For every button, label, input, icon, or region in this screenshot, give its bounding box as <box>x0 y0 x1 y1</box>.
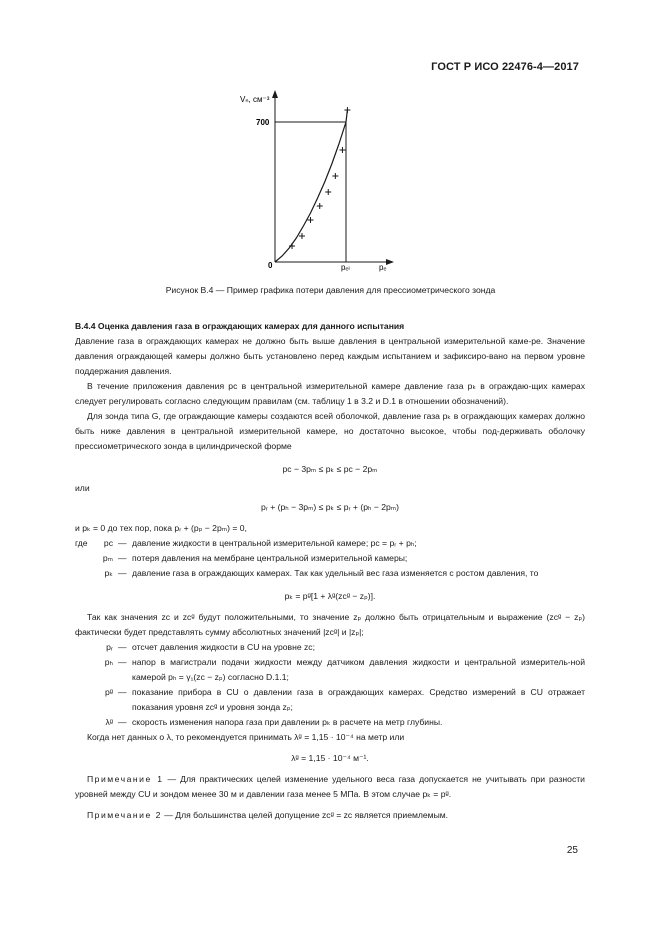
definition-dash: — <box>118 687 127 697</box>
definition-symbol: λᵍ <box>105 717 113 727</box>
paragraph-1: Давление газа в ограждающих камерах не должно быть выше давления в центральной измерительной каме-ре. Значение давления ограждающей камеры должно быть установлено перед каждым испытанием и зафиксиро-вано на первом уровне поддержания давления. <box>75 336 585 376</box>
x-axis-arrow <box>386 259 394 265</box>
equation-3: pₖ = pᵍ[1 + λᵍ(zᴄᵍ − zₚ)]. <box>284 591 376 601</box>
definition-row <box>75 536 585 551</box>
origin-label: 0 <box>268 261 273 270</box>
definition-row <box>75 566 585 581</box>
definition-row <box>75 551 585 566</box>
paragraph-2: В течение приложения давления pᴄ в центральной измерительной камере давление газа pₖ в ограждаю-щих камерах следует регулировать согласно следующим правилам (см. таблицу 1 в 3.2 и D.1 в отношении обозначений). <box>75 381 585 406</box>
data-markers <box>289 107 350 249</box>
figure-caption: Рисунок В.4 — Пример графика потери давления для прессиометрического зонда <box>165 285 496 295</box>
note-1-text: — Для практических целей изменение удельного веса газа допускается не учитывать при разности уровней между CU и зондом менее 30 м и давлении газа менее 5 МПа. В этом случае pₖ = pᵍ. <box>75 774 585 799</box>
definition-symbol: pₘ <box>102 553 113 563</box>
definition-text: давление жидкости в центральной измерительной камере; pᴄ = pᵣ + pₕ; <box>132 538 417 548</box>
equation-2: pᵣ + (pₕ − 3pₘ) ≤ pₖ ≤ pᵣ + (pₕ − 2pₘ) <box>260 502 400 512</box>
data-marker <box>299 233 305 239</box>
paragraph-3: Для зонда типа G, где ограждающие камеры создаются всей оболочкой, давление газа pₖ в ограждающих камерах должно быть ниже давления в центральной измерительной камере, но достаточно высокое, чтобы под-держивать оболочку прессиометрического зонда в цилиндрической форме <box>75 411 585 451</box>
x-axis-label: pₑ <box>379 263 387 272</box>
note-1 <box>75 772 585 802</box>
equation-1: pᴄ − 3pₘ ≤ pₖ ≤ pᴄ − 2pₘ <box>282 464 378 474</box>
data-marker <box>339 147 345 153</box>
definition-text: отсчет давления жидкости в CU на уровне zᴄ; <box>132 642 315 652</box>
paragraph-5: Когда нет данных о λ, то рекомендуется принимать λᵍ = 1,15 · 10⁻⁴ на метр или <box>87 732 405 742</box>
definition-dash: — <box>118 717 127 727</box>
definition-symbol: pᵍ <box>104 687 113 697</box>
definition-dash: — <box>118 538 127 548</box>
definitions-2 <box>75 640 585 730</box>
page-number: 25 <box>566 845 578 856</box>
definition-dash: — <box>118 657 127 667</box>
data-marker <box>344 107 350 113</box>
pressure-loss-chart <box>228 88 408 278</box>
definition-dash: — <box>118 642 127 652</box>
definition-text: скорость изменения напора газа при давлении pₖ в расчете на метр глубины. <box>132 717 443 727</box>
section-heading: В.4.4 Оценка давления газа в ограждающих камерах для данного испытания <box>75 321 405 331</box>
data-marker <box>332 173 338 179</box>
condition-line: и pₖ = 0 до тех пор, пока pᵣ + (pₚ − 2pₘ) = 0, <box>75 523 247 533</box>
definitions-1 <box>75 536 585 581</box>
definition-row <box>75 640 585 655</box>
x-tick-label: pₑₗ <box>341 263 350 272</box>
y-axis-label: Vₙ, см⁻³ <box>240 95 270 104</box>
definition-dash: — <box>118 568 127 578</box>
definition-text: напор в магистрали подачи жидкости между датчиком давления жидкости и центральной измеритель-ной камерой pₕ = γ₁(zᴄ − zₚ) согласно D.1.1; <box>132 657 585 682</box>
section-body <box>75 319 585 823</box>
definition-symbol: pᵣ <box>106 642 113 652</box>
equation-4: λᵍ = 1,15 · 10⁻⁴ м⁻¹. <box>291 753 369 763</box>
or-word: или <box>75 483 90 493</box>
definition-text: потеря давления на мембране центральной измерительной камеры; <box>132 553 408 563</box>
note-1-label: Примечание 1 <box>87 774 164 784</box>
data-marker <box>325 189 331 195</box>
paragraph-4: Так как значения zᴄ и zᴄᵍ будут положительными, то значение zₚ должно быть отрицательным и выражение (zᴄᵍ − zₚ) фактически будет представлять сумму абсолютных значений |zᴄᵍ| и |zₚ|; <box>75 612 585 637</box>
note-2 <box>75 808 585 823</box>
definition-row <box>75 715 585 730</box>
note-2-label: Примечание 2 <box>87 810 162 820</box>
definition-symbol: pₕ <box>104 657 113 667</box>
definition-text: показание прибора в CU о давлении газа в ограждающих камерах. Средство измерений в CU отражает показания уровня zᴄᵍ и уровня зонда zₚ; <box>132 687 585 712</box>
definition-row <box>75 655 585 685</box>
data-marker <box>317 203 323 209</box>
definition-row <box>75 685 585 715</box>
y-tick-label: 700 <box>256 118 270 127</box>
data-marker <box>289 243 295 249</box>
definition-text: давление газа в ограждающих камерах. Так как удельный вес газа изменяется с ростом давления, то <box>132 568 539 578</box>
definition-dash: — <box>118 553 127 563</box>
data-curve <box>275 110 347 262</box>
where-word: где <box>75 538 88 548</box>
definition-symbol: pᴄ <box>103 538 113 548</box>
y-axis-arrow <box>272 90 278 98</box>
definition-symbol: pₖ <box>104 568 113 578</box>
document-header: ГОСТ Р ИСО 22476-4—2017 <box>431 61 579 73</box>
note-2-text: — Для большинства целей допущение zᴄᵍ = zᴄ является приемлемым. <box>161 810 449 820</box>
